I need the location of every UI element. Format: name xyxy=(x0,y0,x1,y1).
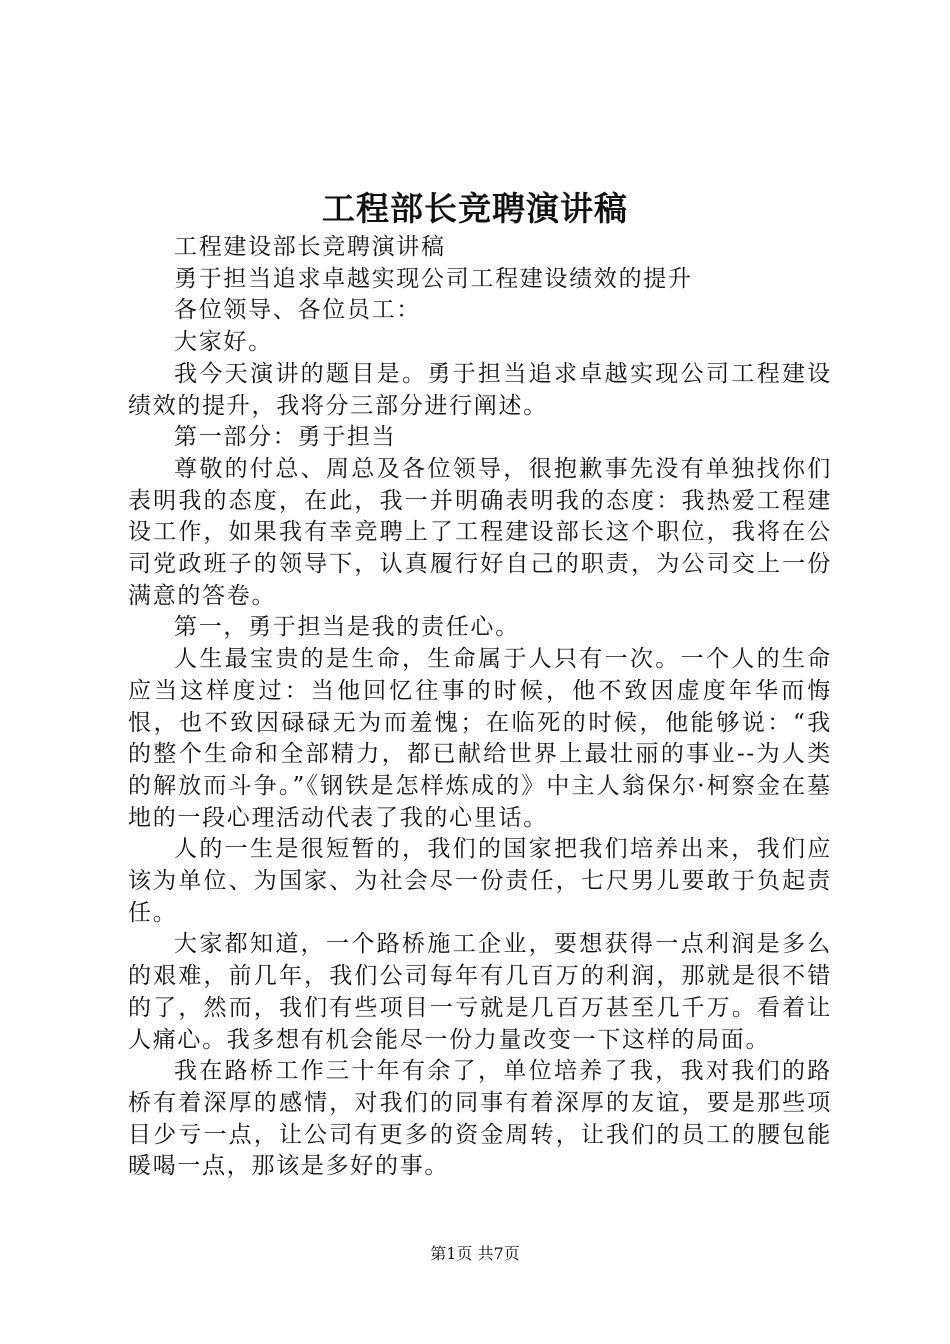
paragraph: 各位领导、各位员工： xyxy=(174,297,421,324)
paragraph: 第一，勇于担当是我的责任心。 xyxy=(174,614,520,641)
document-title: 工程部长竞聘演讲稿 xyxy=(322,189,628,228)
paragraph: 勇于担当追求卓越实现公司工程建设绩效的提升 xyxy=(174,265,693,292)
paragraph: 我今天演讲的题目是。勇于担当追求卓越实现公司工程建设绩效的提升，我将分三部分进行阐述。 xyxy=(128,360,832,419)
document-body xyxy=(128,232,832,1183)
paragraph: 我在路桥工作三十年有余了，单位培养了我，我对我们的路桥有着深厚的感情，对我们的同事有着深厚的友谊，要是那些项目少亏一点，让公司有更多的资金周转，让我们的员工的腰包能暖喝一点，那该是多好的事。 xyxy=(128,1058,832,1180)
paragraph: 人的一生是很短暂的，我们的国家把我们培养出来，我们应该为单位、为国家、为社会尽一份责任，七尺男儿要敢于负起责任。 xyxy=(128,836,832,926)
paragraph: 大家都知道，一个路桥施工企业，要想获得一点利润是多么的艰难，前几年，我们公司每年有几百万的利润，那就是很不错的了，然而，我们有些项目一亏就是几百万甚至几千万。看着让人痛心。我多想有机会能尽一份力量改变一下这样的局面。 xyxy=(128,931,832,1053)
paragraph: 尊敬的付总、周总及各位领导，很抱歉事先没有单独找你们表明我的态度，在此，我一并明确表明我的态度：我热爱工程建设工作，如果我有幸竞聘上了工程建设部长这个职位，我将在公司党政班子的领导下，认真履行好自己的职责，为公司交上一份满意的答卷。 xyxy=(128,455,832,609)
paragraph: 人生最宝贵的是生命，生命属于人只有一次。一个人的生命应当这样度过：当他回忆往事的时候，他不致因虚度年华而悔恨，也不致因碌碌无为而羞愧；在临死的时候，他能够说：“我的整个生命和全部精力，都已献给世界上最壮丽的事业--为人类的解放而斗争。”《钢铁是怎样炼成的》中主人翁保尔·柯察金在墓地的一段心理活动代表了我的心里话。 xyxy=(128,646,832,831)
paragraph: 大家好。 xyxy=(174,329,273,356)
paragraph: 工程建设部长竞聘演讲稿 xyxy=(174,234,446,260)
paragraph: 第一部分：勇于担当 xyxy=(174,424,397,451)
page-footer: 第1页 共7页 xyxy=(430,1244,520,1263)
